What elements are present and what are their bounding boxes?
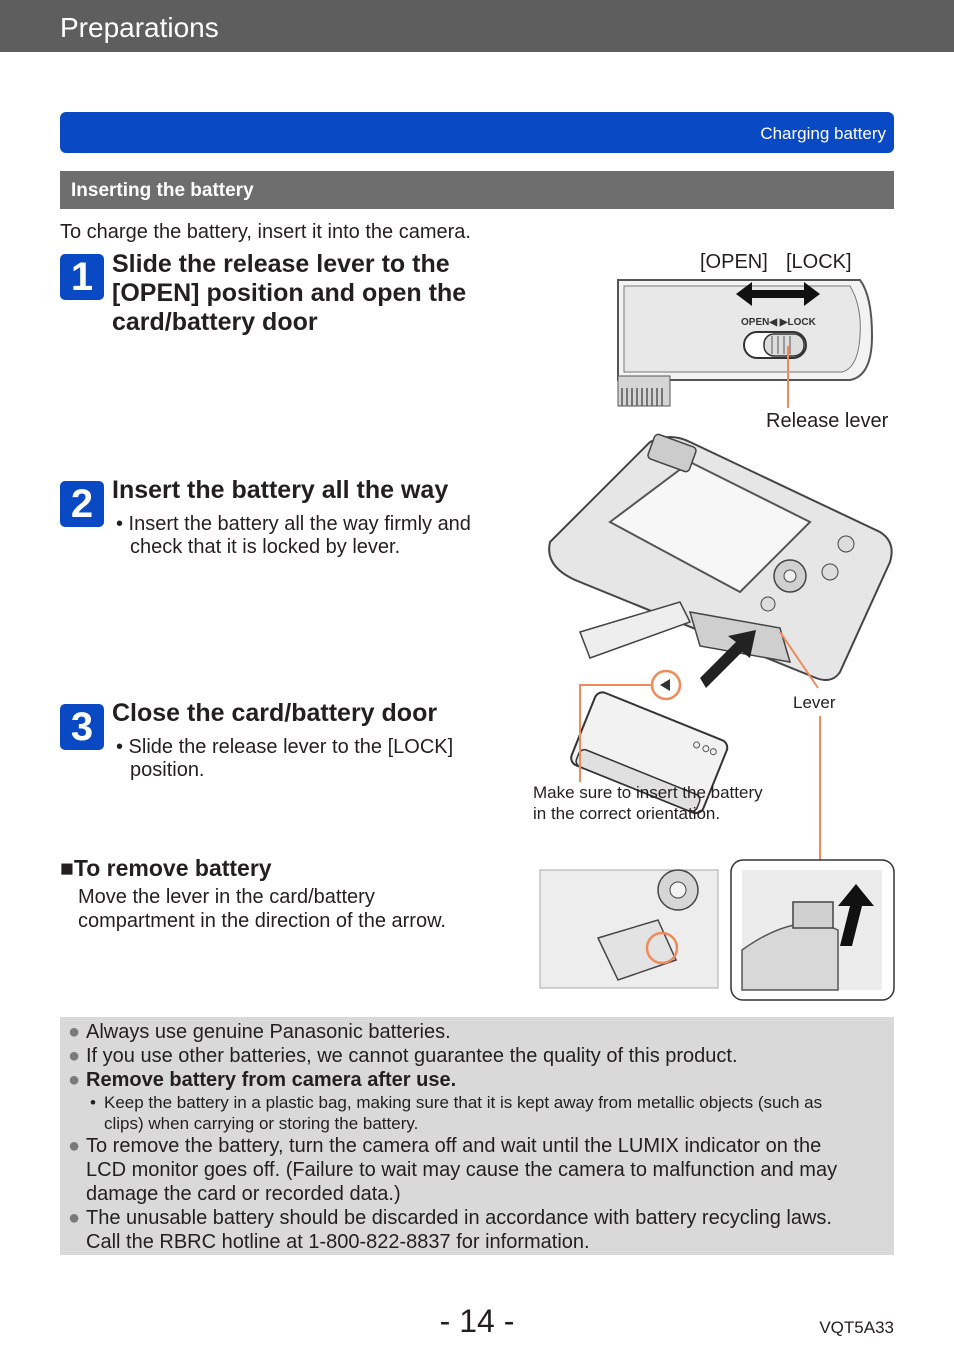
bullet-dot-icon: ● xyxy=(68,1207,81,1229)
release-lever-label: Release lever xyxy=(766,410,889,432)
bullet-dot-icon: ● xyxy=(68,1045,81,1067)
remove-battery-illustration xyxy=(538,710,898,1002)
note-item: ● The unusable battery should be discarded in accordance with battery recycling laws. Call the RBRC hotline at 1-800-822-8837 for information. xyxy=(68,1207,832,1253)
lock-label: [LOCK] xyxy=(786,251,852,273)
chapter-label: Charging battery xyxy=(760,124,886,143)
note-item: ● Always use genuine Panasonic batteries. xyxy=(68,1021,451,1043)
sub-note-item: • Keep the battery in a plastic bag, making sure that it is kept away from metallic objects (such as clips) when carrying or storing the battery. xyxy=(90,1093,823,1133)
remove-battery-title: ■To remove battery xyxy=(60,855,272,881)
step-1-title: Slide the release lever to the [OPEN] position and open the card/battery door xyxy=(112,250,467,336)
chapter-banner xyxy=(60,112,894,153)
section-title: Inserting the battery xyxy=(71,180,254,201)
step-2-number: 2 xyxy=(60,481,104,527)
remove-battery-body: Move the lever in the card/battery compartment in the direction of the arrow. xyxy=(78,886,446,932)
open-label: [OPEN] xyxy=(700,251,768,273)
release-lever-illustration xyxy=(610,276,880,416)
note-item: ● To remove the battery, turn the camera off and wait until the LUMIX indicator on the LCD monitor goes off. (Failure to wait may cause the camera to malfunction and may damage the card or recorded data.) xyxy=(68,1135,838,1205)
page-title: Preparations xyxy=(60,12,219,43)
note-item: ● If you use other batteries, we cannot guarantee the quality of this product. xyxy=(68,1045,738,1067)
step-2-title: Insert the battery all the way xyxy=(112,476,449,504)
step-3-number: 3 xyxy=(60,704,104,750)
document-code: VQT5A33 xyxy=(819,1318,894,1337)
step-3-body: • Slide the release lever to the [LOCK] position. xyxy=(116,736,454,781)
page-number: - 14 - xyxy=(439,1303,515,1339)
step-1-number: 1 xyxy=(60,254,104,300)
intro-text: To charge the battery, insert it into the camera. xyxy=(60,221,471,243)
bullet-dot-icon: ● xyxy=(68,1021,81,1043)
note-item: ● Remove battery from camera after use. xyxy=(68,1069,457,1091)
notes-box xyxy=(60,1017,894,1255)
step-3-title: Close the card/battery door xyxy=(112,699,438,727)
orientation-note: Make sure to insert the battery in the correct orientation. xyxy=(533,783,763,823)
lever-label: Lever xyxy=(793,693,836,712)
page-header xyxy=(0,0,954,52)
step-2-body: • Insert the battery all the way firmly and check that it is locked by lever. xyxy=(116,513,471,558)
bullet-dot-icon: ● xyxy=(68,1069,81,1091)
section-header xyxy=(60,171,894,209)
svg-text:OPEN◀ ▶LOCK: OPEN◀ ▶LOCK xyxy=(741,317,816,328)
bullet-dot-icon: ● xyxy=(68,1135,81,1157)
